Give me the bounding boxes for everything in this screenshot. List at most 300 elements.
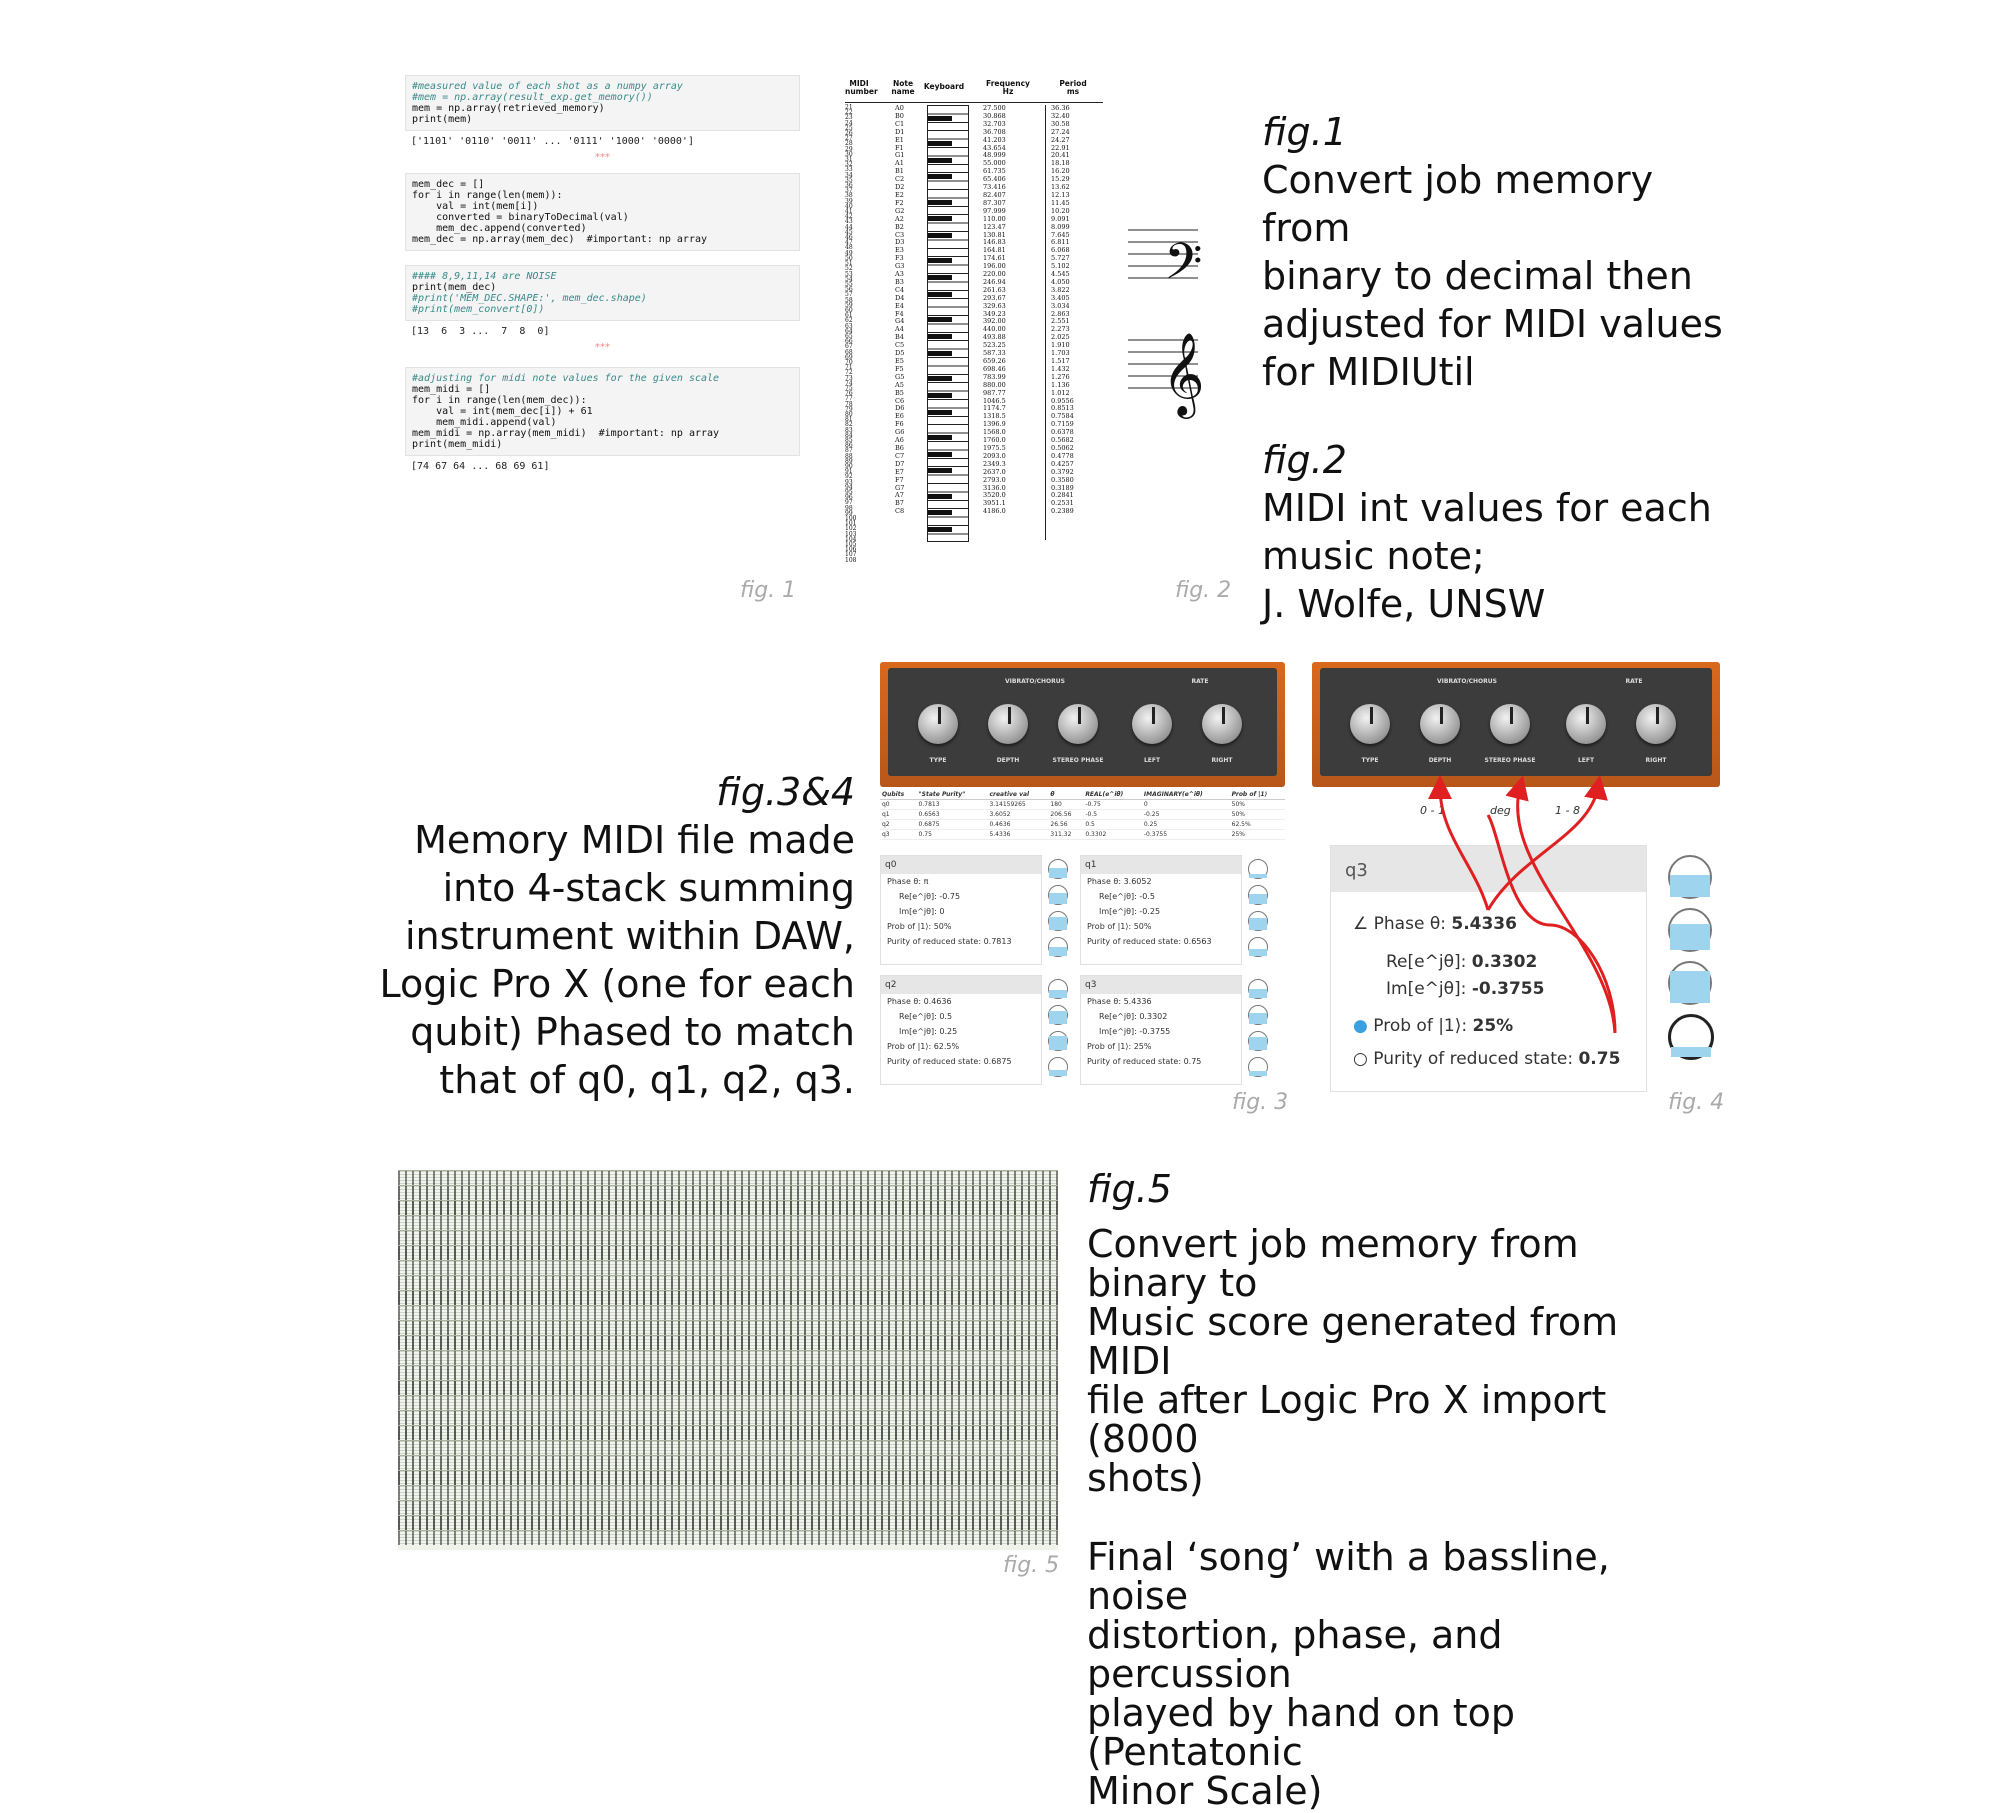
table-cell: 0.75 (917, 830, 988, 840)
midi-number-cell: 93 (845, 478, 853, 486)
note-name-cell: A6 (895, 436, 904, 445)
fig1-title: fig.1 (1262, 110, 1347, 154)
midi-number-cell: 76 (845, 390, 853, 398)
bloch-circle-1 (1668, 855, 1712, 899)
fig5-para2-line-2: distortion, phase, and percussion (1087, 1613, 1503, 1696)
qubit-name: q1 (1081, 856, 1241, 874)
midi-number-cell: 61 (845, 312, 853, 320)
midi-number-cell: 99 (845, 509, 853, 517)
qubit-phase: Phase θ: 3.6052 (1087, 877, 1152, 886)
note-name-cell: F2 (895, 198, 904, 207)
midi-number-cell: 33 (845, 166, 853, 174)
midi-number-cell: 80 (845, 410, 853, 418)
table-cell: 0.5 (1083, 820, 1142, 830)
score-staff-row (398, 1260, 1058, 1275)
midi-number-cell: 47 (845, 239, 853, 247)
note-name-cell: A3 (895, 270, 904, 279)
table-cell: q1 (880, 810, 917, 820)
table-row (880, 800, 1285, 810)
stereo-phase-knob[interactable] (1058, 704, 1098, 744)
left-label: LEFT (1577, 757, 1595, 764)
frequency-cell: 493.88 (983, 333, 1006, 342)
frequency-cell: 123.47 (983, 222, 1006, 231)
frequency-cell: 440.00 (983, 325, 1006, 334)
table-cell: 0.6563 (917, 810, 988, 820)
period-cell: 4.545 (1051, 270, 1070, 279)
period-cell: 6.068 (1051, 246, 1070, 255)
qubit-re: Re[e^jθ]: 0.3302 (1099, 1012, 1168, 1021)
score-staff-row (398, 1245, 1058, 1260)
midi-number-column (845, 105, 873, 563)
note-name-cell: E5 (895, 357, 904, 365)
frequency-cell: 523.25 (983, 341, 1006, 350)
midi-number-cell: 88 (845, 452, 853, 460)
fig5-para1-line-3: file after Logic Pro X import (8000 (1087, 1378, 1607, 1461)
score-staff-row (398, 1320, 1058, 1335)
bloch-circle (1248, 1005, 1268, 1025)
qubit-purity: Purity of reduced state: 0.7813 (887, 937, 1012, 946)
period-cell: 11.45 (1051, 198, 1070, 207)
note-name-cell: C2 (895, 175, 905, 184)
score-staff-row (398, 1185, 1058, 1200)
table-header: REAL(e^iθ) (1083, 790, 1142, 800)
midi-number-cell: 67 (845, 343, 853, 351)
table-cell: 180 (1048, 800, 1083, 810)
stereo-phase-knob[interactable] (1490, 704, 1530, 744)
midi-number-cell: 90 (845, 463, 853, 471)
fig34-title: fig.3&4 (716, 770, 855, 814)
note-name-cell: A4 (895, 325, 904, 334)
table-header: θ (1048, 790, 1083, 800)
period-cell: 1.910 (1051, 341, 1070, 350)
note-name-cell: A7 (895, 491, 904, 500)
black-key (928, 527, 952, 532)
note-name-cell: C7 (895, 451, 905, 460)
qubit-phase: Phase θ: π (887, 877, 929, 886)
note-name-cell: D6 (895, 404, 905, 413)
qubit-prob: Prob of |1⟩: 50% (1087, 922, 1152, 931)
depth-label: DEPTH (1428, 757, 1452, 764)
table-cell: -0.25 (1142, 810, 1230, 820)
note-name-cell: G3 (895, 262, 905, 271)
qubit-phase: Phase θ: 0.4636 (887, 997, 952, 1006)
frequency-cell: 164.81 (983, 246, 1006, 255)
angle-icon: ∠ (1353, 914, 1369, 934)
qubit-prob: Prob of |1⟩: 50% (887, 922, 952, 931)
note-name-cell: B4 (895, 333, 904, 342)
note-name-cell: E3 (895, 246, 904, 255)
score-staff-row (398, 1515, 1058, 1530)
midi-number-cell: 72 (845, 369, 853, 377)
period-cell: 0.8513 (1051, 404, 1074, 413)
midi-number-cell: 46 (845, 234, 853, 242)
black-key (928, 174, 952, 179)
black-key (928, 435, 952, 440)
table-cell: 311.32 (1048, 830, 1083, 840)
score-staff-row (398, 1200, 1058, 1215)
table-cell: 62.5% (1230, 820, 1285, 830)
period-cell: 24.27 (1051, 135, 1070, 144)
phase-mapping-arrows (1380, 775, 1640, 1075)
period-cell: 10.20 (1051, 206, 1070, 215)
qubit-im: Im[e^jθ]: -0.3755 (1099, 1027, 1171, 1036)
midi-number-cell: 34 (845, 171, 853, 179)
period-cell: 2.863 (1051, 309, 1070, 318)
frequency-cell: 1568.0 (983, 428, 1006, 437)
black-key (928, 258, 952, 263)
purity-circle-icon: ○ (1353, 1049, 1368, 1069)
midi-number-cell: 103 (845, 530, 857, 538)
q3-label: q3 (1345, 860, 1368, 881)
qubit-im: Im[e^jθ]: -0.25 (1099, 907, 1161, 916)
frequency-cell: 2349.3 (983, 459, 1006, 468)
type-knob[interactable] (918, 704, 958, 744)
frequency-cell: 55.000 (983, 159, 1006, 168)
q3-phase-value: 5.4336 (1451, 914, 1517, 934)
midi-number-cell: 97 (845, 499, 853, 507)
left-knob[interactable] (1132, 704, 1172, 744)
period-cell: 27.24 (1051, 127, 1070, 136)
midi-number-cell: 36 (845, 182, 853, 190)
code-cell (405, 173, 800, 251)
midi-number-cell: 44 (845, 223, 853, 231)
qubit-name: q2 (881, 976, 1041, 994)
midi-number-cell: 31 (845, 156, 853, 164)
black-key (928, 292, 952, 297)
note-name-cell: F5 (895, 364, 904, 373)
range-label-deg: deg (1490, 804, 1511, 817)
frequency-cell: 987.77 (983, 388, 1006, 397)
depth-knob[interactable] (1420, 704, 1460, 744)
midi-number-cell: 86 (845, 442, 853, 450)
period-cell: 3.405 (1051, 293, 1070, 302)
bloch-circle (1248, 885, 1268, 905)
note-name-cell: D2 (895, 183, 905, 192)
period-cell: 8.099 (1051, 222, 1070, 231)
period-cell: 0.2389 (1051, 507, 1074, 516)
fig5-para1-line-2: Music score generated from MIDI (1087, 1300, 1619, 1383)
period-cell: 20.41 (1051, 151, 1070, 160)
period-cell: 16.20 (1051, 167, 1070, 176)
midi-number-cell: 79 (845, 405, 853, 413)
period-cell: 0.5682 (1051, 436, 1074, 445)
midi-number-cell: 28 (845, 140, 853, 148)
right-label: RIGHT (1645, 757, 1667, 764)
note-name-cell: F7 (895, 475, 904, 484)
qubit-prob: Prob of |1⟩: 62.5% (887, 1042, 960, 1051)
midi-number-cell: 81 (845, 416, 853, 424)
midi-number-cell: 83 (845, 426, 853, 434)
code-cell (405, 75, 800, 131)
period-cell: 6.811 (1051, 238, 1070, 247)
code-line: val = int(mem[i]) (412, 201, 539, 212)
code-line: mem = np.array(retrieved_memory) (412, 103, 605, 114)
code-line: mem_midi.append(val) (412, 417, 557, 428)
period-cell: 12.13 (1051, 190, 1070, 199)
bloch-circle (1048, 937, 1068, 957)
fig1-caption: fig. 1 (740, 578, 797, 603)
frequency-cell: 1046.5 (983, 396, 1006, 405)
fig2-line-2: music note; (1262, 534, 1485, 578)
note-name-cell: B6 (895, 443, 904, 452)
qubit-im: Im[e^jθ]: 0.25 (899, 1027, 958, 1036)
bloch-circle-3 (1668, 961, 1712, 1005)
fig1-line-1: Convert job memory from (1262, 158, 1654, 250)
bloch-circle-2 (1668, 908, 1712, 952)
period-cell: 5.727 (1051, 254, 1070, 263)
table-header: IMAGINARY(e^iθ) (1142, 790, 1230, 800)
code-line: print(mem_midi) (412, 439, 503, 450)
frequency-cell: 82.407 (983, 190, 1006, 199)
period-cell: 13.62 (1051, 183, 1070, 192)
table-cell: 5.4336 (987, 830, 1048, 840)
table-row (880, 830, 1285, 840)
score-staff-row (398, 1500, 1058, 1515)
midi-number-header: MIDI number (845, 79, 878, 96)
note-name-cell: D5 (895, 349, 905, 358)
score-staff-row (398, 1290, 1058, 1305)
black-key (928, 158, 952, 163)
midi-number-cell: 51 (845, 260, 853, 268)
fig5-para2-line-1: Final ‘song’ with a bassline, noise (1087, 1535, 1610, 1618)
score-staff-row (398, 1410, 1058, 1425)
midi-number-cell: 82 (845, 421, 853, 429)
note-name-cell: B1 (895, 167, 904, 176)
left-knob[interactable] (1566, 704, 1606, 744)
midi-number-cell: 65 (845, 332, 853, 340)
period-cell: 0.2841 (1051, 491, 1074, 500)
note-name-header: Note name (891, 79, 915, 96)
qubit-purity: Purity of reduced state: 0.6563 (1087, 937, 1212, 946)
period-cell: 0.4778 (1051, 451, 1074, 460)
note-name-cell: C1 (895, 119, 905, 128)
midi-number-cell: 50 (845, 254, 853, 262)
code-line: converted = binaryToDecimal(val) (412, 212, 629, 223)
code-line: val = int(mem_dec[i]) + 61 (412, 406, 593, 417)
fig5-para1-line-4: shots) (1087, 1456, 1204, 1500)
frequency-cell: 1975.5 (983, 443, 1006, 452)
midi-number-cell: 64 (845, 327, 853, 335)
black-key (928, 410, 952, 415)
code-cell (405, 265, 800, 321)
fig2-title: fig.2 (1262, 438, 1347, 482)
midi-number-cell: 69 (845, 353, 853, 361)
midi-number-cell: 57 (845, 291, 853, 299)
note-name-cell: D1 (895, 127, 905, 136)
table-cell: 0.7813 (917, 800, 988, 810)
note-name-cell: C6 (895, 396, 905, 405)
keyboard-header: Keyboard (923, 82, 965, 91)
code-line: #measured value of each shot as a numpy array (412, 81, 683, 92)
qubit-prob: Prob of |1⟩: 25% (1087, 1042, 1152, 1051)
period-cell: 0.6378 (1051, 428, 1074, 437)
bloch-circle (1048, 885, 1068, 905)
black-key (928, 393, 952, 398)
piano-keyboard (927, 105, 969, 542)
bloch-circle (1048, 859, 1068, 879)
midi-number-cell: 94 (845, 483, 853, 491)
score-staff-row (398, 1305, 1058, 1320)
fig3-state-table (880, 790, 1285, 840)
frequency-cell: 246.94 (983, 277, 1006, 286)
q3-phase-label: Phase θ: (1373, 914, 1446, 934)
rate-label: RATE (1191, 678, 1209, 685)
frequency-cell: 3520.0 (983, 491, 1006, 500)
stereo-phase-label: STEREO PHASE (1052, 757, 1104, 764)
qubit-phase: Phase θ: 5.4336 (1087, 997, 1152, 1006)
code-output: ['1101' '0110' '0011' ... '0111' '1000' '0000'] (411, 136, 694, 147)
frequency-cell: 48.999 (983, 151, 1006, 160)
period-cell: 0.7584 (1051, 412, 1074, 421)
code-line: mem_dec.append(converted) (412, 223, 587, 234)
frequency-cell: 659.26 (983, 357, 1006, 365)
note-name-cell: E7 (895, 467, 904, 476)
note-name-cell: B7 (895, 499, 904, 508)
midi-number-cell: 60 (845, 306, 853, 314)
vibrato-chorus-label: VIBRATO/CHORUS (1005, 678, 1065, 685)
treble-bass-clef-icon (1128, 220, 1205, 415)
note-name-cell: G4 (895, 317, 905, 326)
frequency-cell: 30.868 (983, 111, 1006, 120)
frequency-cell: 27.500 (983, 104, 1006, 112)
period-cell: 1.517 (1051, 357, 1070, 365)
fig3-caption: fig. 3 (1232, 1090, 1289, 1115)
midi-number-cell: 42 (845, 213, 853, 221)
right-knob[interactable] (1202, 704, 1242, 744)
fig34-line-2: into 4-stack summing (442, 866, 855, 910)
black-key (928, 141, 952, 146)
period-cell: 4.050 (1051, 277, 1070, 286)
midi-number-cell: 71 (845, 364, 853, 372)
bloch-circle (1248, 859, 1268, 879)
state-values-table (880, 790, 1285, 840)
black-key (928, 317, 952, 322)
midi-number-cell: 43 (845, 218, 853, 226)
stereo-phase-label: STEREO PHASE (1484, 757, 1536, 764)
period-cell: 7.645 (1051, 230, 1070, 239)
period-cell: 1.432 (1051, 364, 1070, 373)
note-name-cell: F1 (895, 143, 904, 152)
code-line: mem_midi = np.array(mem_midi) #important: np array (412, 428, 720, 439)
period-cell: 3.822 (1051, 285, 1070, 294)
frequency-cell: 2637.0 (983, 467, 1006, 476)
period-cell: 0.5062 (1051, 443, 1074, 452)
code-line: print(mem_dec) (412, 282, 497, 293)
right-knob[interactable] (1636, 704, 1676, 744)
note-name-cell: G2 (895, 206, 905, 215)
frequency-cell: 110.00 (983, 214, 1006, 223)
period-cell: 0.7159 (1051, 420, 1074, 429)
svg-text:𝄢: 𝄢 (1164, 233, 1203, 303)
score-staff-row (398, 1485, 1058, 1500)
score-staff-row (398, 1365, 1058, 1380)
period-cell: 0.9556 (1051, 396, 1074, 405)
frequency-cell: 1760.0 (983, 436, 1006, 445)
code-line: for i in range(len(mem)): (412, 190, 563, 201)
bloch-circle (1248, 937, 1268, 957)
midi-number-cell: 29 (845, 145, 853, 153)
period-cell: 30.58 (1051, 119, 1070, 128)
type-knob[interactable] (1350, 704, 1390, 744)
q3-purity-value: 0.75 (1578, 1049, 1621, 1069)
fig34-line-1: Memory MIDI file made (414, 818, 855, 862)
qubit-panel-q3 (1080, 975, 1242, 1085)
midi-number-cell: 96 (845, 494, 853, 502)
period-cell: 0.3580 (1051, 475, 1074, 484)
code-cell (405, 367, 800, 456)
score-staff-row (398, 1380, 1058, 1395)
q3-prob-label: Prob of |1⟩: (1373, 1016, 1468, 1036)
code-line: mem_dec = np.array(mem_dec) #important: np array (412, 234, 708, 245)
table-cell: 0.4636 (987, 820, 1048, 830)
period-cell: 0.4257 (1051, 459, 1074, 468)
frequency-cell: 1318.5 (983, 412, 1006, 421)
code-line: #mem = np.array(result_exp.get_memory()) (412, 92, 653, 103)
midi-number-cell: 39 (845, 197, 853, 205)
q3-im-value: -0.3755 (1471, 979, 1545, 999)
fig1-description (1262, 108, 1742, 628)
score-staff-row (398, 1530, 1058, 1545)
q3-prob-value: 25% (1472, 1016, 1514, 1036)
midi-number-cell: 32 (845, 161, 853, 169)
frequency-cell: 36.708 (983, 127, 1006, 136)
range-label-left: 0 - 1 (1420, 804, 1445, 817)
table-cell: 0.3302 (1083, 830, 1142, 840)
midi-number-cell: 102 (845, 525, 857, 533)
midi-number-cell: 41 (845, 208, 853, 216)
period-cell: 32.40 (1051, 111, 1070, 120)
frequency-cell: 349.23 (983, 309, 1006, 318)
fig5-description (1087, 1165, 1707, 1811)
note-name-cell: F4 (895, 309, 904, 318)
range-label-right: 1 - 8 (1555, 804, 1580, 817)
bloch-circle (1048, 979, 1068, 999)
midi-number-cell: 77 (845, 395, 853, 403)
qubit-purity: Purity of reduced state: 0.6875 (887, 1057, 1012, 1066)
code-line: #### 8,9,11,14 are NOISE (412, 271, 557, 282)
note-name-cell: A2 (895, 214, 904, 223)
fig1-code-panel (405, 75, 800, 575)
frequency-column (983, 105, 1023, 516)
note-name-column (895, 105, 915, 516)
black-key (928, 233, 952, 238)
fig2-line-1: MIDI int values for each (1262, 486, 1712, 530)
frequency-header: Frequency Hz (986, 79, 1030, 96)
table-cell: 0 (1142, 800, 1230, 810)
midi-number-cell: 59 (845, 301, 853, 309)
depth-knob[interactable] (988, 704, 1028, 744)
midi-number-cell: 48 (845, 244, 853, 252)
black-key (928, 468, 952, 473)
midi-number-cell: 55 (845, 280, 853, 288)
fig5-caption: fig. 5 (1003, 1553, 1060, 1578)
period-cell: 36.36 (1051, 104, 1070, 112)
frequency-cell: 130.81 (983, 230, 1006, 239)
midi-number-cell: 26 (845, 130, 853, 138)
qubit-panel-q2 (880, 975, 1042, 1085)
midi-number-cell: 89 (845, 457, 853, 465)
q3-purity-label: Purity of reduced state: (1373, 1049, 1574, 1069)
frequency-cell: 174.61 (983, 254, 1006, 263)
note-name-cell: D7 (895, 459, 905, 468)
note-name-cell: A1 (895, 159, 904, 168)
code-line: mem_dec = [] (412, 179, 485, 190)
midi-number-cell: 70 (845, 358, 853, 366)
black-key (928, 116, 952, 121)
black-key (928, 510, 952, 515)
table-header: "State Purity" (917, 790, 988, 800)
midi-number-cell: 37 (845, 187, 853, 195)
